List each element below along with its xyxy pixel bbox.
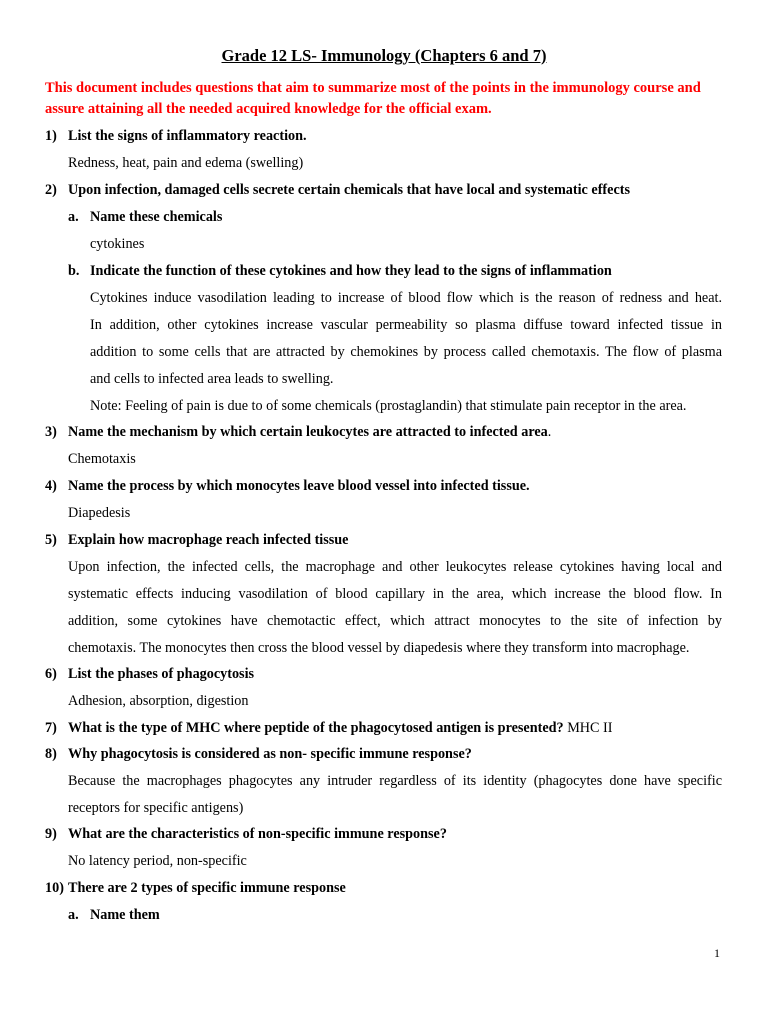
page-title: Grade 12 LS- Immunology (Chapters 6 and 7) — [221, 46, 547, 65]
answer-2b-line-3: addition to some cells that are attracted by chemokines by process called chemotaxis. The flow of plasma — [90, 344, 722, 360]
question-text: List the phases of phagocytosis — [68, 666, 255, 682]
question-text: Name the mechanism by which certain leukocytes are attracted to infected area — [68, 424, 548, 440]
question-9 — [45, 826, 447, 843]
question-2 — [45, 182, 630, 199]
page-number: 1 — [714, 946, 720, 960]
question-number: 8) — [45, 746, 57, 762]
answer-1: Redness, heat, pain and edema (swelling) — [68, 155, 304, 171]
question-number: 1) — [45, 128, 57, 144]
question-number: 4) — [45, 478, 57, 494]
answer-2b-note: Note: Feeling of pain is due to of some chemicals (prostaglandin) that stimulate pain receptor in the area. — [90, 398, 687, 414]
answer-5-line-2: systematic effects inducing vasodilation of blood capillary in the area, which increase the blood flow. In — [68, 586, 722, 602]
answer-3: Chemotaxis — [68, 451, 136, 467]
question-5 — [45, 532, 348, 549]
question-text: Why phagocytosis is considered as non- specific immune response? — [68, 746, 472, 762]
answer-9: No latency period, non-specific — [68, 853, 247, 869]
question-text: Name the process by which monocytes leave blood vessel into infected tissue. — [68, 478, 530, 494]
sub-letter: b. — [68, 263, 80, 279]
intro-note: This document includes questions that aim to summarize most of the points in the immunology course and assure attaining all the needed acquired knowledge for the official exam. — [45, 80, 701, 117]
sub-letter: a. — [68, 907, 79, 923]
answer-4: Diapedesis — [68, 505, 131, 521]
question-number: 3) — [45, 424, 57, 440]
answer-2b-line-1: Cytokines induce vasodilation leading to increase of blood flow which is the reason of redness and heat. — [90, 290, 722, 306]
question-number: 2) — [45, 182, 57, 198]
answer-5-line-4: chemotaxis. The monocytes then cross the blood vessel by diapedesis where they transform into macrophage. — [68, 640, 690, 656]
question-number: 6) — [45, 666, 57, 682]
question-6 — [45, 666, 254, 683]
question-4 — [45, 478, 530, 495]
question-10 — [45, 880, 346, 897]
question-8 — [45, 746, 472, 763]
question-7 — [45, 720, 613, 737]
question-text: Upon infection, damaged cells secrete certain chemicals that have local and systematic effects — [68, 182, 630, 198]
question-text: What are the characteristics of non-specific immune response? — [68, 826, 447, 842]
answer-8-line-2: receptors for specific antigens) — [68, 800, 244, 816]
question-text: List the signs of inflammatory reaction. — [68, 128, 307, 144]
question-text: What is the type of MHC where peptide of the phagocytosed antigen is presented? — [68, 720, 564, 736]
question-1 — [45, 128, 307, 145]
answer-7: MHC II — [567, 720, 613, 736]
question-3 — [45, 424, 551, 441]
answer-5-line-1: Upon infection, the infected cells, the macrophage and other leukocytes release cytokines having local and — [68, 559, 722, 575]
question-number: 5) — [45, 532, 57, 548]
answer-2a: cytokines — [90, 236, 145, 252]
sub-text: Name these chemicals — [90, 209, 223, 225]
question-2b — [68, 263, 612, 280]
question-number: 7) — [45, 720, 57, 736]
answer-6: Adhesion, absorption, digestion — [68, 693, 249, 709]
question-text: Explain how macrophage reach infected tissue — [68, 532, 349, 548]
question-text: There are 2 types of specific immune response — [68, 880, 346, 896]
question-2a — [68, 209, 222, 226]
question-number: 9) — [45, 826, 57, 842]
answer-2b-line-4: and cells to infected area leads to swelling. — [90, 371, 334, 387]
question-10a — [68, 907, 160, 924]
sub-text: Indicate the function of these cytokines and how they lead to the signs of inflammation — [90, 263, 612, 279]
sub-text: Name them — [90, 907, 160, 923]
answer-8-line-1: Because the macrophages phagocytes any intruder regardless of its identity (phagocytes done have specific — [68, 773, 722, 789]
question-number: 10) — [45, 880, 64, 896]
answer-5-line-3: addition, some cytokines have chemotactic effect, which attract monocytes to the site of infection by — [68, 613, 722, 629]
answer-2b-line-2: In addition, other cytokines increase vascular permeability so plasma diffuse toward infected tissue in — [90, 317, 722, 333]
sub-letter: a. — [68, 209, 79, 225]
question-tail: . — [547, 424, 552, 440]
